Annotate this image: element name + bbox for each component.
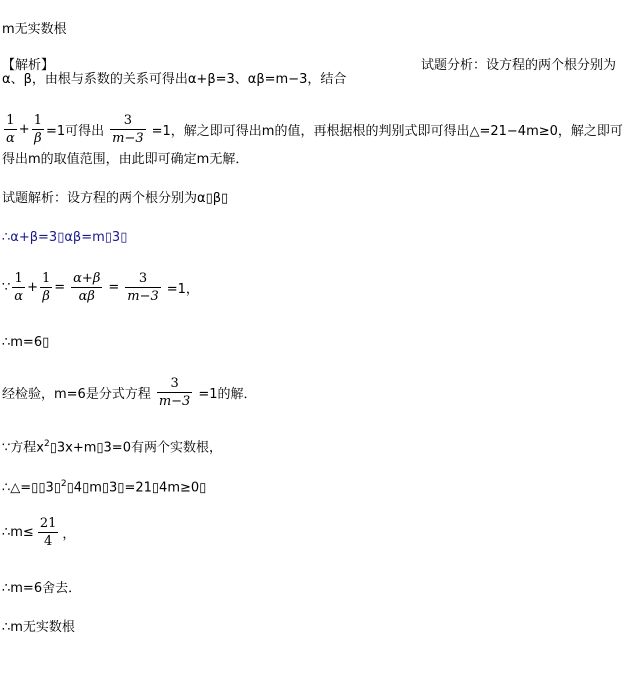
analysis-line-2: α、β，由根与系数的关系可得出α+β=3、αβ=m−3，结合: [2, 72, 347, 87]
step-4-prefix: 经检验，m=6是分式方程: [2, 387, 151, 402]
plus-sign: +: [27, 280, 38, 295]
step-4: [2, 375, 257, 410]
superscript: 2: [60, 479, 67, 489]
fraction-denominator: m−3: [112, 131, 144, 146]
step-6-text: ∴△=▯▯3▯: [2, 480, 61, 496]
step-7-prefix: ∴m≤: [2, 525, 34, 540]
superscript: 2: [43, 439, 50, 449]
step-5: [2, 436, 222, 456]
fraction-numerator: 1: [14, 271, 23, 286]
fraction-numerator: α+β: [73, 271, 101, 286]
fraction-numerator: 21: [39, 516, 57, 531]
equals-sign: =: [108, 280, 120, 295]
fraction-numerator: 3: [170, 376, 179, 391]
fraction-numerator: 1: [33, 113, 42, 128]
fraction-three-over-m-minus-3: [110, 112, 146, 147]
fraction-numerator: 3: [138, 271, 148, 286]
step-6: [2, 476, 206, 496]
fraction-denominator: m−3: [158, 394, 191, 409]
step-4-tail: =1的解．: [198, 387, 257, 402]
fraction-one-over-alpha: [12, 270, 25, 305]
fraction-denominator: α: [14, 289, 24, 304]
because-symbol: ∵: [2, 280, 11, 295]
fraction-three-over-m-minus-3: [157, 375, 193, 410]
top-conclusion: m无实数根: [2, 22, 67, 37]
analysis-line-3-tail: =1，解之即可得出m的值，再根据根的判别式即可得出△=21−4m≥0，解之即可: [151, 124, 623, 139]
analysis-right-text: 试题分析：设方程的两个根分别为: [421, 58, 617, 73]
step-1: ∴α+β=3▯αβ=m▯3▯: [2, 230, 128, 245]
step-5-text: ∵方程x: [2, 440, 44, 456]
fraction-one-over-alpha: [4, 112, 17, 147]
fraction-sum-over-product: [71, 270, 102, 305]
fraction-denominator: β: [32, 129, 44, 147]
plus-sign: +: [18, 122, 30, 137]
analysis-header: 【解析】: [2, 58, 55, 73]
step-6-text: ▯4▯m▯3▯=21▯4m≥0▯: [66, 480, 207, 496]
solution-intro: 试题解析：设方程的两个根分别为α▯β▯: [2, 191, 229, 206]
fraction-denominator: αβ: [71, 287, 102, 305]
fraction-numerator: 1: [6, 113, 15, 128]
step-2-tail: =1，: [166, 282, 199, 297]
step-2: [2, 270, 199, 305]
fraction-numerator: 3: [123, 113, 133, 128]
step-7: [2, 515, 75, 550]
step-5-text: ▯3x+m▯3=0有两个实数根，: [49, 440, 222, 456]
fraction-denominator: m−3: [127, 289, 159, 304]
step-3: ∴m=6▯: [2, 335, 50, 350]
fraction-one-over-beta: [40, 270, 52, 305]
fraction-21-over-4: [38, 515, 59, 550]
analysis-line-3: [2, 112, 623, 147]
fraction-numerator: 1: [41, 271, 51, 286]
analysis-line-4: 得出m的取值范围，由此即可确定m无解．: [2, 152, 249, 167]
fraction-denominator: β: [40, 287, 52, 305]
fraction-three-over-m-minus-3: [125, 270, 161, 305]
fraction-denominator: α: [6, 131, 15, 146]
fraction-denominator: 4: [38, 532, 59, 550]
step-8: ∴m=6舍去．: [2, 581, 82, 596]
final-conclusion: ∴m无实数根: [2, 620, 75, 635]
step-7-tail: ，: [62, 527, 76, 542]
equals-sign: =: [54, 280, 66, 295]
analysis-line-3-mid: =1可得出: [45, 124, 105, 139]
fraction-one-over-beta: [32, 112, 44, 147]
